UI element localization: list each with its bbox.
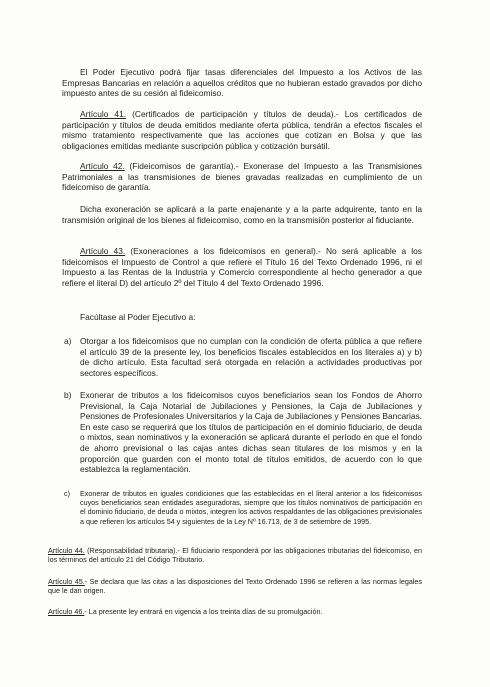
article-45 — [48, 577, 422, 595]
article-46-text: - La presente ley entrará en vigencia a los treinta días de su promulgación. — [84, 607, 323, 616]
article-42 — [62, 161, 422, 193]
article-46-heading: Artículo 46. — [48, 607, 85, 616]
list-marker: a) — [64, 336, 72, 346]
article-45-heading: Artículo 45. — [48, 577, 85, 586]
paragraph-text: Dicha exoneración se aplicará a la parte enajenante y a la parte adquirente, tanto en la transmisión original de los bienes al fideicomiso, como en la transmisión posterior al fiduciante. — [62, 204, 422, 225]
article-41 — [62, 109, 422, 151]
list-marker: c) — [64, 489, 70, 498]
article-41-heading: Artículo 41. — [80, 109, 127, 119]
list-item-text: Otorgar a los fideicomisos que no cumplan con la condición de oferta pública a que refiere el artículo 39 de la presente ley, los beneficios fiscales establecidos en los literales a) y b) de dicho artículo. Esta facultad será otorgada en relación a actividades productivas por sectores específicos. — [80, 336, 422, 378]
paragraph-text: Facúltase al Poder Ejecutivo a: — [80, 312, 196, 322]
paragraph-activos — [62, 67, 422, 99]
article-41-text: (Certificados de participación y títulos de deuda).- Los certificados de participación y títulos de deuda emitidos mediante oferta pública, tendrán a efectos fiscales el mismo tratamiento respectivamente que las acciones que cotizan en Bolsa y que las obligaciones emitidas mediante suscripción pública y cotización bursátil. — [62, 109, 422, 151]
article-43 — [62, 246, 422, 288]
paragraph-text: El Poder Ejecutivo podrá fijar tasas diferenciales del Impuesto a los Activos de las Empresas Bancarias en relación a aquellos créditos que no hubieran estado gravados por dicho impuesto antes de su cesión al fideicomiso. — [62, 67, 422, 99]
article-46 — [48, 607, 422, 616]
article-43-heading: Artículo 43. — [80, 246, 126, 256]
article-45-text: - Se declara que las citas a las disposiciones del Texto Ordenado 1996 se refieren a las normas legales que le dan origen. — [48, 577, 423, 596]
article-42-text: (Fideicomisos de garantía).- Exonerase del Impuesto a las Transmisiones Patrimoniales a las transmisiones de bienes gravadas realizadas en cumplimiento de un fideicomiso de garantía. — [62, 161, 422, 193]
list-item-text: Exonerar de tributos en iguales condiciones que las establecidas en el literal anterior a los fideicomisos cuyos beneficiarios sean entidades aseguradoras, siempre que los títulos nominativos de participación en el dominio fiduciario, de deuda o mixtos, integren los activos respaldantes de las obligaciones previsionales a que refieren los artículos 54 y siguientes de la Ley Nº 16.713, de 3 de setiembre de 1995. — [80, 489, 423, 526]
article-42-heading: Artículo 42. — [80, 161, 125, 171]
list-item-text: Exonerar de tributos a los fideicomisos cuyos beneficiarios sean los Fondos de Ahorro Previsional, la Caja Notarial de Jubilaciones y Pensiones, la Caja de Jubilaciones y Pensiones de Profesionales Universitarios y la Caja de Jubilaciones y Pensiones Bancarias. En este caso se requerirá que los títulos de participación en el dominio fiduciario, de deuda o mixtos, sean nominativos y la exoneración se aplicará durante el período en que el fondo de ahorro previsional o las cajas antes dichas sean titulares de los mismos y en la proporción que guarden con el monto total de títulos emitidos, de acuerdo con lo que establezca la reglamentación. — [80, 390, 422, 475]
article-44-text: (Responsabilidad tributaria).- El fiduciario responderá por las obligaciones tributarias del fideicomiso, en los términos del artículo 21 del Código Tributario. — [48, 546, 422, 565]
paragraph-faculta — [80, 312, 420, 323]
article-44-heading: Artículo 44. — [48, 546, 85, 555]
article-43-text: (Exoneraciones a los fideicomisos en general).- No será aplicable a los fideicomisos el Impuesto de Control a que refiere el Título 16 del Texto Ordenado 1996, ni el Impuesto a las Rentas de la Industria y Comercio correspondiente al hecho generador a que refiere el literal D) del artículo 2º del Título 4 del Texto Ordenado 1996. — [62, 246, 422, 288]
list-marker: b) — [64, 390, 72, 400]
article-44 — [48, 546, 422, 564]
paragraph-exoneracion — [62, 204, 422, 225]
